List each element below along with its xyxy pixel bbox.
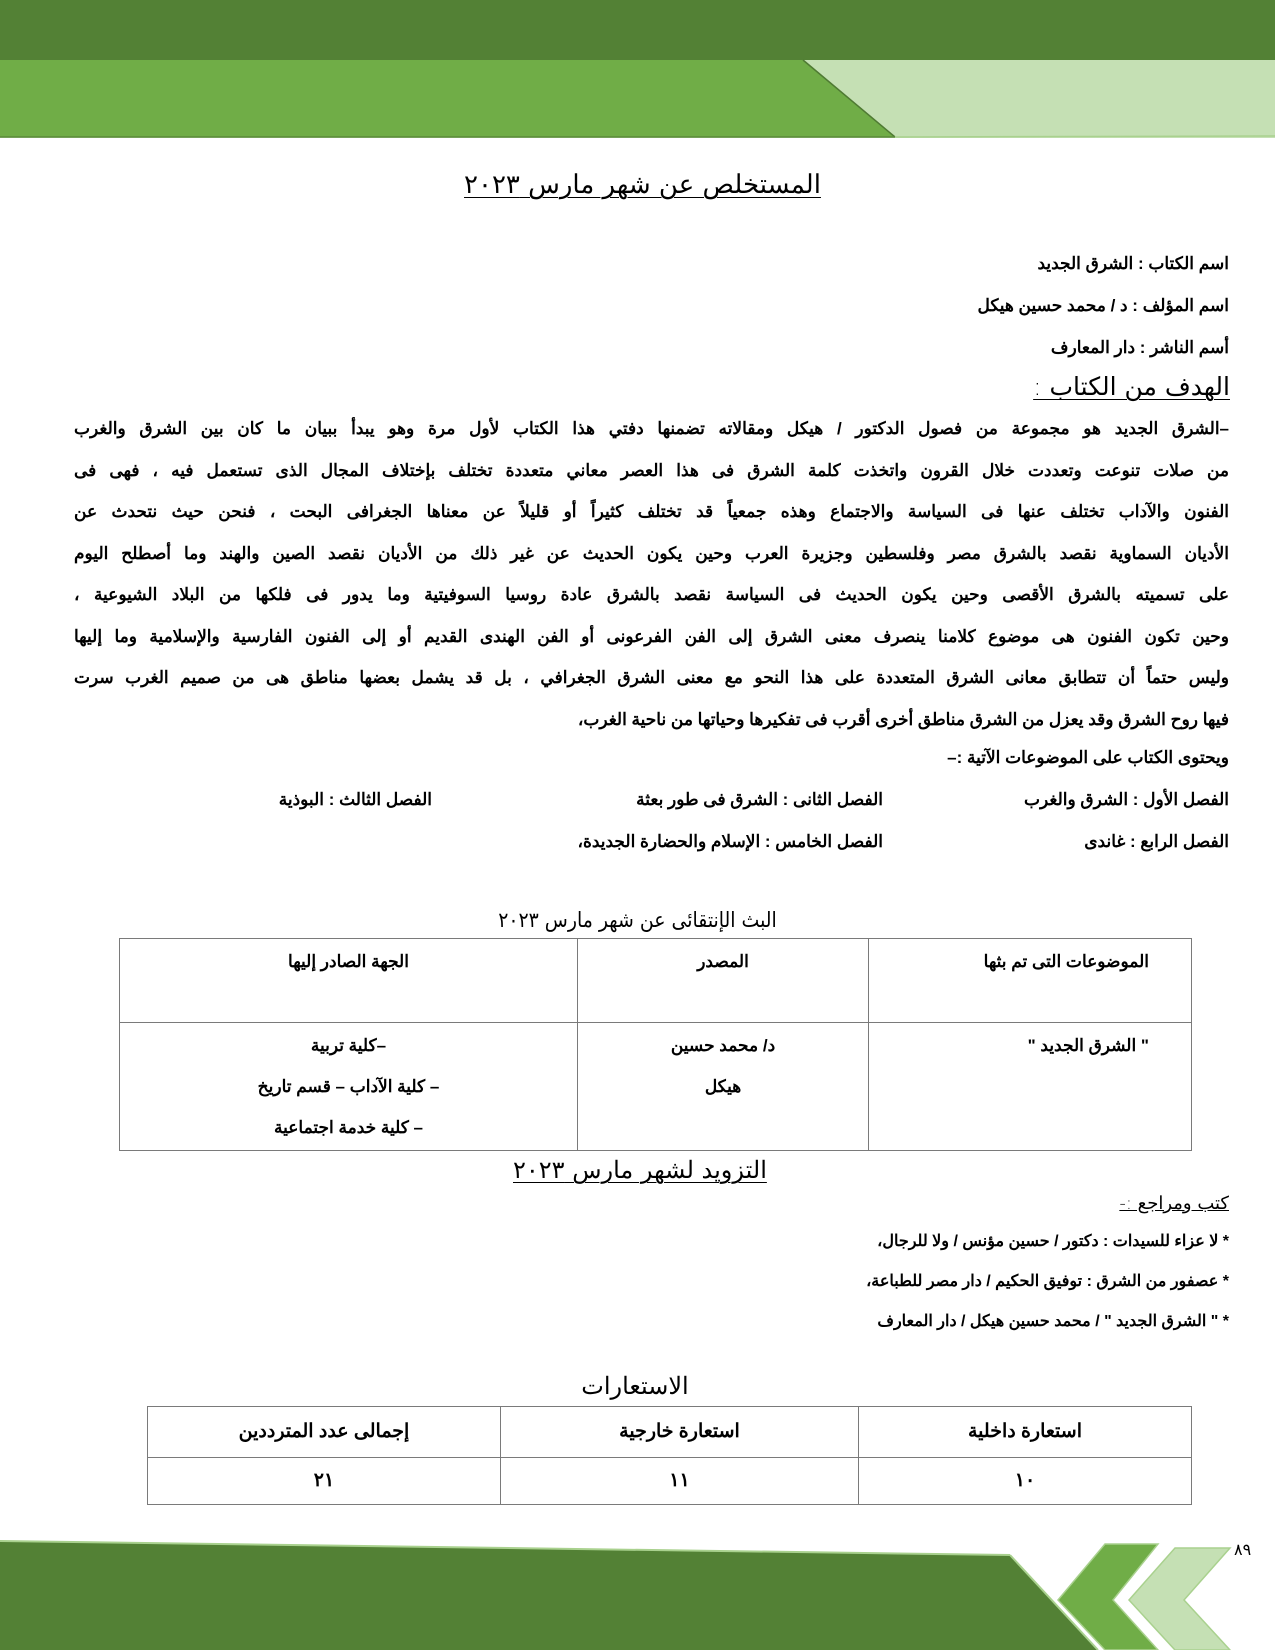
goal-paragraph	[74, 408, 1229, 740]
source-line: هيكل	[704, 1077, 742, 1096]
value-total-visitors: ٢١	[148, 1458, 501, 1505]
broadcast-table	[119, 938, 1192, 1151]
footer-banner	[0, 1530, 1275, 1650]
acquisition-subheading: كتب ومراجع :-	[1119, 1193, 1229, 1214]
header-source: المصدر	[578, 939, 869, 1023]
value-external-loans: ١١	[501, 1458, 859, 1505]
chapter-3: الفصل الثالث : البوذية	[278, 790, 432, 809]
chapter-5: الفصل الخامس : الإسلام والحضارة الجديدة،	[577, 832, 883, 851]
book-title-line: اسم الكتاب : الشرق الجديد	[1037, 254, 1229, 273]
paragraph-line: فيها روح الشرق وقد يعزل من الشرق مناطق أخرى أقرب فى تفكيرها وحياتها من ناحية الغرب،	[577, 709, 1229, 729]
header-topics	[869, 939, 1192, 1023]
book-publisher-line: أسم الناشر : دار المعارف	[1050, 338, 1229, 357]
header-external-loans: استعارة خارجية	[501, 1407, 859, 1458]
cell-source	[578, 1023, 869, 1151]
acquisition-item: * عصفور من الشرق : توفيق الحكيم / دار مصر للطباعة،	[866, 1273, 1229, 1290]
loans-table	[147, 1406, 1192, 1505]
table-header-row	[148, 1407, 1192, 1458]
chapter-1: الفصل الأول : الشرق والغرب	[1024, 790, 1229, 809]
cell-topic: " الشرق الجديد "	[869, 1023, 1192, 1151]
acquisition-item: * لا عزاء للسيدات : دكتور / حسين مؤنس / ولا للرجال،	[877, 1233, 1229, 1250]
broadcast-title: البث الإنتقائى عن شهر مارس ٢٠٢٣	[498, 908, 777, 932]
acquisition-title: التزويد لشهر مارس ٢٠٢٣	[513, 1156, 767, 1184]
book-author-line: اسم المؤلف : د / محمد حسين هيكل	[977, 296, 1229, 315]
chapter-4: الفصل الرابع : غاندى	[1084, 832, 1229, 851]
acquisition-item: * " الشرق الجديد " / محمد حسين هيكل / دار المعارف	[877, 1313, 1229, 1330]
goal-heading: الهدف من الكتاب :	[1033, 372, 1230, 401]
book-info	[629, 243, 1229, 369]
header-recipients: الجهة الصادر إليها	[120, 939, 578, 1023]
paragraph-line: –الشرق الجديد هو مجموعة من فصول الدكتور / هيكل ومقالاته تضمنها دفتي هذا الكتاب لأول مرة وهو يبدأ ببيان ما كان بين الشرق والغرب	[74, 419, 1229, 438]
recipient-line: – كلية خدمة اجتماعية	[274, 1118, 423, 1137]
chapter-2: الفصل الثانى : الشرق فى طور بعثة	[636, 790, 883, 809]
paragraph-line: الأديان السماوية نقصد بالشرق مصر وفلسطين وجزيرة العرب وحين يكون الحديث عن غير ذلك من الأديان نقصد الصين والهند وما أصطلح اليوم	[74, 543, 1229, 563]
paragraph-line: على تسميته بالشرق الأقصى وحين يكون الحديث فى السياسة نقصد بالشرق عادة روسيا السوفيتية وما يدور فى فلكها من البلاد الشيوعية ،	[74, 585, 1229, 604]
header-total-visitors: إجمالى عدد المترددين	[148, 1407, 501, 1458]
paragraph-line: وحين تكون الفنون هى موضوع كلامنا ينصرف معنى الشرق إلى الفن الفرعونى أو الفن الهندى القديم أو إلى الفنون الفارسية والإسلامية وما إليها	[74, 626, 1229, 646]
footer-banner-graphic	[0, 1530, 1275, 1650]
source-line: د/ محمد حسين	[670, 1036, 776, 1055]
table-row	[148, 1458, 1192, 1505]
loans-title: الاستعارات	[581, 1372, 689, 1400]
paragraph-line: وليس حتماً أن تتطابق معانى الشرق المتعددة على هذا النحو مع معنى الشرق الجغرافي ، بل قد يشمل بعضها مناطق هى من صميم الغرب سرت	[74, 668, 1229, 687]
value-internal-loans: ١٠	[859, 1458, 1192, 1505]
recipient-line: –كلية تربية	[310, 1036, 387, 1055]
page-title: المستخلص عن شهر مارس ٢٠٢٣	[464, 170, 821, 200]
header-banner	[0, 0, 1275, 142]
paragraph-line: الفنون والآداب تختلف عنها فى السياسة والاجتماع وهذه جمعياً قد تختلف كثيراً أو قليلاً عن معناها الجغرافى البحت ، فنحن حيث نتحدث عن	[74, 502, 1229, 521]
header-internal-loans: استعارة داخلية	[859, 1407, 1192, 1458]
table-header-row	[120, 939, 1192, 1023]
page-number: ٨٩	[1234, 1540, 1252, 1559]
header-topics-text: الموضوعات التى تم بثها	[983, 952, 1149, 971]
table-row	[120, 1023, 1192, 1151]
paragraph-line: من صلات تنوعت وتعددت خلال القرون واتخذت كلمة الشرق فى هذا العصر معاني متعددة تختلف بإختلاف المجال الذى تستعمل فيه ، فهى فى	[74, 460, 1229, 480]
contents-intro: ويحتوى الكتاب على الموضوعات الآتية :–	[947, 748, 1229, 767]
cell-recipients	[120, 1023, 578, 1151]
header-banner-graphic	[0, 0, 1275, 142]
acquisition-list	[529, 1222, 1229, 1342]
recipient-line: – كلية الآداب – قسم تاريخ	[257, 1077, 440, 1096]
